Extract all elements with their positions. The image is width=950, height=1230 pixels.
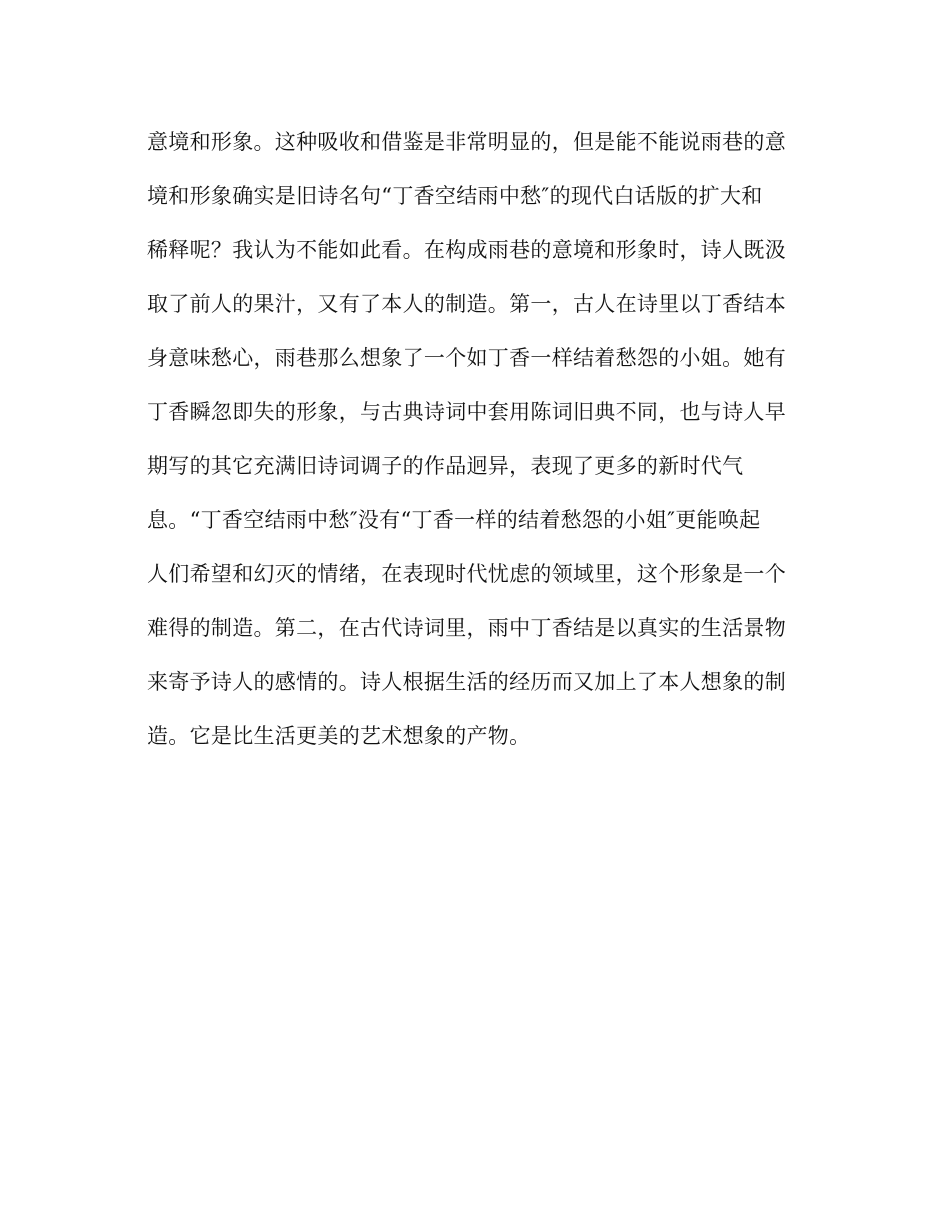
text-line-5: 身意味愁心，雨巷那么想象了一个如丁香一样结着愁怨的小姐。她有 [147, 346, 786, 370]
text-line-4: 取了前人的果汁，又有了本人的制造。第一，古人在诗里以丁香结本 [147, 292, 786, 316]
text-line-3: 稀释呢？我认为不能如此看。在构成雨巷的意境和形象时，诗人既汲 [147, 238, 786, 262]
text-line-12: 造。它是比生活更美的艺术想象的产物。 [147, 724, 531, 748]
text-line-10: 难得的制造。第二，在古代诗词里，雨中丁香结是以真实的生活景物 [147, 616, 786, 640]
text-line-1: 意境和形象。这种吸收和借鉴是非常明显的，但是能不能说雨巷的意 [147, 130, 786, 154]
text-line-9: 人们希望和幻灭的情绪，在表现时代忧虑的领域里，这个形象是一个 [147, 562, 786, 586]
text-line-8: 息。“丁香空结雨中愁″没有“丁香一样的结着愁怨的小姐″更能唤起 [147, 508, 761, 532]
body-paragraph [147, 122, 807, 770]
text-line-11: 来寄予诗人的感情的。诗人根据生活的经历而又加上了本人想象的制 [147, 670, 786, 694]
text-line-6: 丁香瞬忽即失的形象，与古典诗词中套用陈词旧典不同，也与诗人早 [147, 400, 786, 424]
text-line-7: 期写的其它充满旧诗词调子的作品迥异，表现了更多的新时代气 [147, 454, 744, 478]
text-line-2: 境和形象确实是旧诗名句“丁香空结雨中愁″的现代白话版的扩大和 [147, 184, 763, 208]
